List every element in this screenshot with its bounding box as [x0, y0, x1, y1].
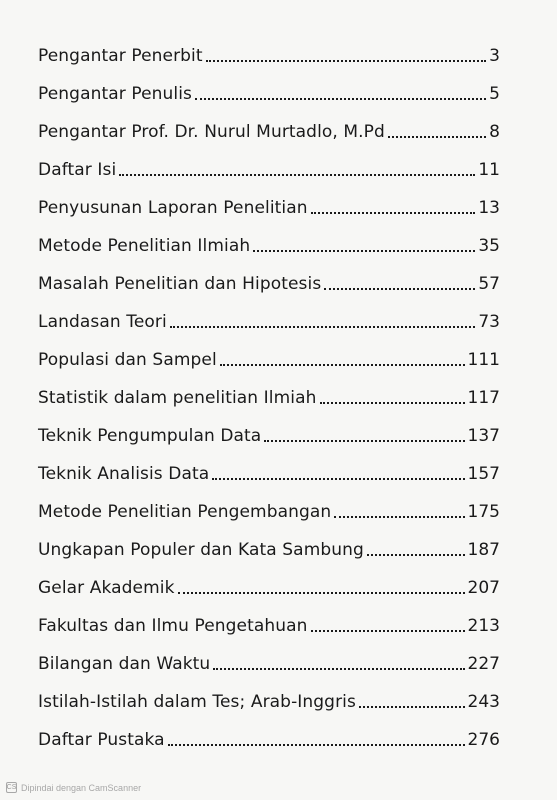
toc-entry	[38, 256, 500, 294]
toc-leader-dots	[253, 249, 475, 252]
toc-entry	[38, 294, 500, 332]
toc-leader-dots	[170, 325, 476, 328]
toc-entry-page: 213	[467, 616, 500, 636]
toc-leader-dots	[311, 629, 465, 632]
toc-entry	[38, 332, 500, 370]
toc-entry	[38, 522, 500, 560]
toc-leader-dots	[206, 59, 487, 62]
toc-entry-page: 8	[489, 122, 500, 142]
toc-entry-title: Metode Penelitian Pengembangan	[38, 502, 332, 522]
toc-entry-page: 175	[467, 502, 500, 522]
toc-entry-page: 73	[478, 312, 500, 332]
toc-entry-title: Teknik Pengumpulan Data	[38, 426, 262, 446]
toc-leader-dots	[334, 515, 464, 518]
camscanner-icon: CS	[6, 784, 17, 791]
toc-entry-title: Ungkapan Populer dan Kata Sambung	[38, 540, 364, 560]
toc-entry	[38, 674, 500, 712]
toc-entry-title: Fakultas dan Ilmu Pengetahuan	[38, 616, 308, 636]
toc-entry-title: Pengantar Prof. Dr. Nurul Murtadlo, M.Pd	[38, 122, 385, 142]
toc-leader-dots	[195, 97, 486, 100]
toc-leader-dots	[213, 667, 464, 670]
toc-entry	[38, 104, 500, 142]
toc-entry-page: 3	[489, 46, 500, 66]
toc-leader-dots	[359, 705, 465, 708]
toc-leader-dots	[212, 477, 464, 480]
toc-entry	[38, 560, 500, 598]
toc-entry-page: 187	[467, 540, 500, 560]
toc-entry-title: Pengantar Penulis	[38, 84, 192, 104]
toc-entry-page: 276	[467, 730, 500, 750]
toc-entry-title: Gelar Akademik	[38, 578, 175, 598]
toc-entry	[38, 218, 500, 256]
toc-leader-dots	[367, 553, 465, 556]
toc-entry	[38, 484, 500, 522]
toc-entry-title: Daftar Isi	[38, 160, 117, 180]
toc-entry-title: Landasan Teori	[38, 312, 167, 332]
toc-entry-title: Metode Penelitian Ilmiah	[38, 236, 251, 256]
toc-entry	[38, 28, 500, 66]
toc-entry-title: Statistik dalam penelitian Ilmiah	[38, 388, 317, 408]
toc-leader-dots	[178, 591, 465, 594]
toc-entry-page: 35	[478, 236, 500, 256]
toc-leader-dots	[311, 211, 476, 214]
toc-entry	[38, 142, 500, 180]
toc-leader-dots	[168, 743, 465, 746]
toc-leader-dots	[264, 439, 464, 442]
toc-leader-dots	[119, 173, 475, 176]
scanner-footer-text: Dipindai dengan CamScanner	[21, 782, 142, 793]
table-of-contents	[38, 28, 500, 750]
toc-entry-page: 57	[478, 274, 500, 294]
toc-entry	[38, 712, 500, 750]
toc-entry-page: 157	[467, 464, 500, 484]
toc-entry	[38, 598, 500, 636]
toc-entry-title: Istilah-Istilah dalam Tes; Arab-Inggris	[38, 692, 356, 712]
toc-entry	[38, 636, 500, 674]
toc-entry-title: Daftar Pustaka	[38, 730, 165, 750]
toc-entry	[38, 408, 500, 446]
toc-entry-title: Penyusunan Laporan Penelitian	[38, 198, 308, 218]
toc-leader-dots	[388, 135, 486, 138]
toc-entry-title: Populasi dan Sampel	[38, 350, 217, 370]
toc-entry-page: 111	[467, 350, 500, 370]
toc-entry-title: Pengantar Penerbit	[38, 46, 203, 66]
toc-entry-title: Teknik Analisis Data	[38, 464, 210, 484]
toc-entry-title: Masalah Penelitian dan Hipotesis	[38, 274, 322, 294]
toc-entry-page: 117	[467, 388, 500, 408]
toc-entry	[38, 66, 500, 104]
toc-entry-page: 243	[467, 692, 500, 712]
toc-entry-page: 227	[467, 654, 500, 674]
toc-leader-dots	[320, 401, 465, 404]
toc-leader-dots	[324, 287, 475, 290]
toc-entry	[38, 180, 500, 218]
toc-entry-page: 5	[489, 84, 500, 104]
scanner-footer	[6, 782, 141, 793]
toc-leader-dots	[220, 363, 465, 366]
toc-entry-page: 207	[467, 578, 500, 598]
toc-entry-page: 13	[478, 198, 500, 218]
toc-entry	[38, 446, 500, 484]
toc-entry-page: 137	[467, 426, 500, 446]
toc-entry-title: Bilangan dan Waktu	[38, 654, 211, 674]
toc-entry	[38, 370, 500, 408]
toc-entry-page: 11	[478, 160, 500, 180]
